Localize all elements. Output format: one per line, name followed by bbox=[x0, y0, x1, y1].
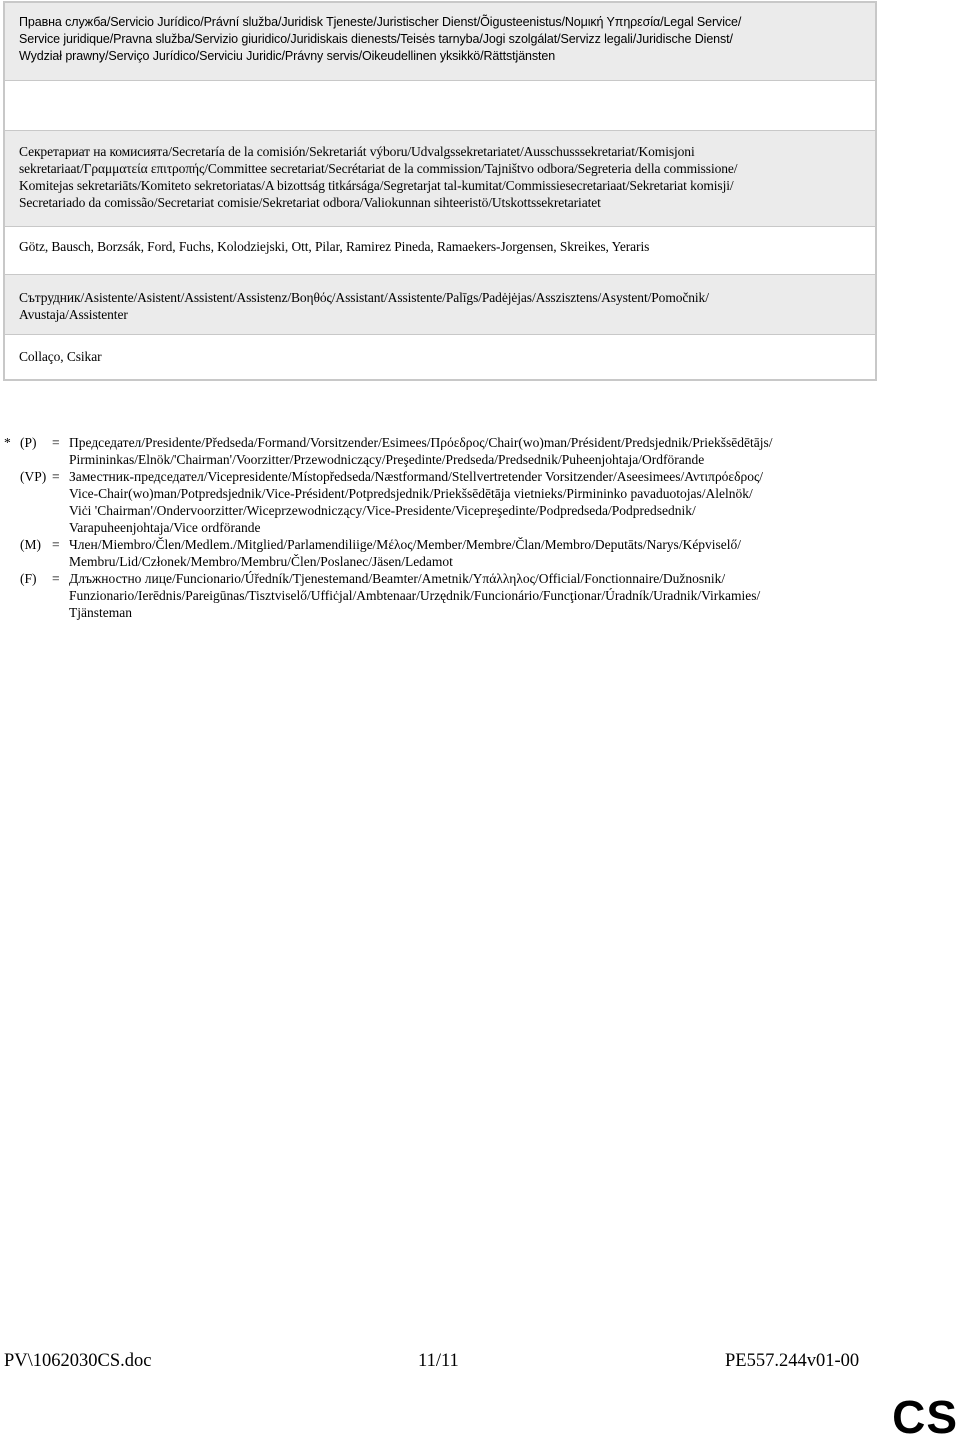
legend-definition bbox=[69, 536, 874, 570]
legend-definition-line: Varapuheenjohtaja/Vice ordförande bbox=[69, 520, 261, 535]
legend-entry-member bbox=[4, 536, 874, 570]
assistants-header-line: Сътрудник/Asistente/Asistent/Assistent/Assistenz/Βοηθός/Assistant/Assistente/Palīgs/Padėjėjas/Asszisztens/Asystent/Pomočnik/ bbox=[19, 290, 709, 305]
legal-service-names-row bbox=[5, 81, 875, 131]
legend-definition bbox=[69, 468, 874, 536]
assistants-header-line: Avustaja/Assistenter bbox=[19, 307, 128, 322]
legend-definition-line: Член/Miembro/Člen/Medlem./Mitglied/Parlamendiliige/Μέλος/Member/Membre/Član/Membro/Deputāts/Narys/Képviselő/ bbox=[69, 537, 742, 552]
assistant-names-row bbox=[5, 335, 875, 379]
language-code: CS bbox=[892, 1391, 958, 1443]
committee-secretariat-header-line: Секретариат на комисията/Secretaría de la comisión/Sekretariát výboru/Udvalgssekretariatet/Ausschusssekretariat/Komisjoni bbox=[19, 144, 695, 159]
assistant-names: Collaço, Csikar bbox=[19, 349, 102, 364]
role-legend bbox=[4, 434, 874, 621]
footer-pe-reference: PE557.244v01-00 bbox=[725, 1351, 860, 1371]
legend-definition-line: Vice-Chair(wo)man/Potpredsjednik/Vice-Président/Potpredsjednik/Priekšsēdētāja vietnieks/Pirmininko pavaduotojas/Alelnök/ bbox=[69, 486, 753, 501]
legal-service-header-line: Wydział prawny/Serviço Jurídico/Serviciu Juridic/Právny servis/Oikeudellinen yksikkö/Rättstjänsten bbox=[19, 49, 556, 63]
legend-definition-line: Funzionario/Ierēdnis/Pareigūnas/Tisztviselő/Uffiċjal/Ambtenaar/Urzędnik/Funcionário/Funcţionar/Úradník/Uradnik/Virkamies/ bbox=[69, 588, 761, 603]
legend-code: (F) bbox=[20, 571, 37, 586]
legend-equals: = bbox=[52, 537, 60, 552]
legend-equals: = bbox=[52, 469, 60, 484]
committee-secretariat-header-line: sekretariaat/Γραμματεία επιτροπής/Committee secretariat/Secrétariat de la commission/Tajništvo odbora/Segreteria della commissione/ bbox=[19, 161, 738, 176]
legend-code: (VP) bbox=[20, 469, 47, 484]
page-footer bbox=[0, 1350, 960, 1372]
legend-equals: = bbox=[52, 571, 60, 586]
committee-secretariat-header-row bbox=[5, 131, 875, 227]
legend-definition-line: Membru/Lid/Członek/Membro/Membru/Člen/Poslanec/Jäsen/Ledamot bbox=[69, 554, 453, 569]
legend-entry-chair bbox=[4, 434, 874, 468]
legend-asterisk: * bbox=[4, 435, 11, 450]
committee-secretariat-header bbox=[19, 131, 867, 211]
legal-service-header-line: Service juridique/Pravna služba/Servizio giuridico/Juridiskais dienests/Teisės tarnyba/Jogi szolgálat/Servizz legali/Juridische Dienst/ bbox=[19, 32, 733, 46]
legend-code: (M) bbox=[20, 537, 41, 552]
legend-definition-line: Длъжностно лице/Funcionario/Úředník/Tjenestemand/Beamter/Ametnik/Υπάλληλος/Official/Fonctionnaire/Dužnosnik/ bbox=[69, 571, 726, 586]
legal-service-header-row bbox=[5, 3, 875, 81]
committee-secretariat-header-line: Komitejas sekretariāts/Komiteto sekretoriatas/A bizottság titkársága/Segretarjat tal-kumitat/Commissiesecretariaat/Sekretariat komisji/ bbox=[19, 178, 734, 193]
legend-definition-line: Tjänsteman bbox=[69, 605, 132, 620]
legend-definition-line: Viċi 'Chairman'/Ondervoorzitter/Wiceprzewodniczący/Vice-Presidente/Vicepreşedinte/Podpredseda/Podpredsednik/ bbox=[69, 503, 696, 518]
assistants-header bbox=[19, 275, 867, 323]
committee-secretariat-header-line: Secretariado da comissão/Secretariat comisie/Sekretariat odbora/Valiokunnan sihteeristö/Utskottssekretariatet bbox=[19, 195, 601, 210]
committee-secretariat-names-row bbox=[5, 227, 875, 275]
legal-service-header-line: Правна служба/Servicio Jurídico/Právní služba/Juridisk Tjeneste/Juristischer Dienst/Õigusteenistus/Νομική Υπηρεσία/Legal Service/ bbox=[19, 15, 742, 29]
committee-secretariat-names: Götz, Bausch, Borzsák, Ford, Fuchs, Kolodziejski, Ott, Pilar, Ramirez Pineda, Ramaekers-Jorgensen, Skreikes, Yeraris bbox=[19, 239, 650, 254]
footer-page-number: 11/11 bbox=[418, 1351, 459, 1371]
legal-service-header bbox=[19, 3, 867, 65]
legend-code: (P) bbox=[20, 435, 37, 450]
legend-definition-line: Pirmininkas/Elnök/'Chairman'/Voorzitter/Przewodniczący/Preşedinte/Predseda/Predsednik/Puheenjohtaja/Ordförande bbox=[69, 452, 705, 467]
assistants-header-row bbox=[5, 275, 875, 335]
legend-entry-official bbox=[4, 570, 874, 621]
legend-equals: = bbox=[52, 435, 60, 450]
legend-entry-vice-chair bbox=[4, 468, 874, 536]
legend-definition bbox=[69, 434, 874, 468]
legend-definition-line: Председател/Presidente/Předseda/Formand/Vorsitzender/Esimees/Πρόεδρος/Chair(wo)man/Président/Predsjednik/Priekšsēdētājs/ bbox=[69, 435, 773, 450]
legend-definition bbox=[69, 570, 874, 621]
legend-definition-line: Заместник-председател/Vicepresidente/Místopředseda/Næstformand/Stellvertretender Vorsitzender/Aseesimees/Αντιπρόεδρος/ bbox=[69, 469, 764, 484]
attendance-box bbox=[3, 1, 877, 381]
footer-document-reference: PV\1062030CS.doc bbox=[4, 1351, 152, 1371]
